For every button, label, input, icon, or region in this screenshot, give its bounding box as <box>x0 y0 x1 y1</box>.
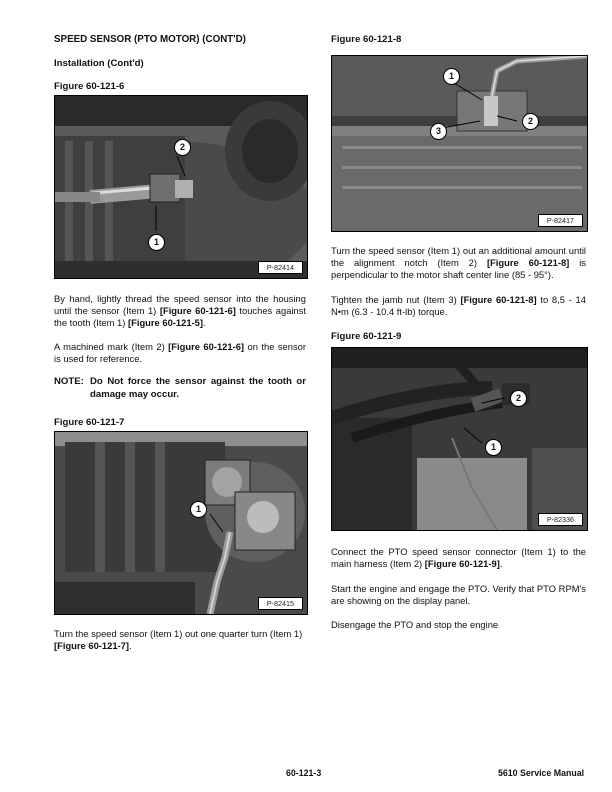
photo-alignment-notch <box>332 56 587 231</box>
callout-1: 1 <box>148 234 165 251</box>
page-number: 60-121-3 <box>286 768 322 778</box>
photo-code: P-82414 <box>258 261 303 274</box>
figure-photo-60-121-6 <box>54 95 308 279</box>
figure-photo-60-121-9 <box>331 347 588 531</box>
figure-label-60-121-9: Figure 60-121-9 <box>331 331 402 342</box>
callout-3: 3 <box>430 123 447 140</box>
note-prefix: NOTE: <box>54 376 84 387</box>
figure-label-60-121-6: Figure 60-121-6 <box>54 81 125 92</box>
figure-label-60-121-8: Figure 60-121-8 <box>331 34 402 45</box>
callout-2: 2 <box>522 113 539 130</box>
callout-1: 1 <box>443 68 460 85</box>
figure-label-60-121-7: Figure 60-121-7 <box>54 417 125 428</box>
callout-2: 2 <box>510 390 527 407</box>
photo-harness-connector <box>332 348 587 530</box>
callout-2: 2 <box>174 139 191 156</box>
callout-1: 1 <box>485 439 502 456</box>
paragraph-jamb-nut: Tighten the jamb nut (Item 3) [Figure 60-121-8] to 8,5 - 14 N•m (6.3 - 10.4 ft-lb) torque. <box>331 294 586 317</box>
photo-pto-motor-sensor-closeup <box>55 96 307 278</box>
note-block <box>54 376 306 401</box>
photo-sensor-quarter-turn <box>55 432 307 614</box>
photo-code: P-82336 <box>538 513 583 526</box>
paragraph-quarter-turn: Turn the speed sensor (Item 1) out one quarter turn (Item 1) [Figure 60-121-7]. <box>54 628 303 651</box>
section-heading: SPEED SENSOR (PTO MOTOR) (CONT'D) <box>54 34 246 45</box>
paragraph-thread-sensor: By hand, lightly thread the speed sensor into the housing until the sensor (Item 1) [Figure 60-121-6] touches against the tooth (Item 1) [Figure 60-121-5]. <box>54 293 307 328</box>
manual-title: 5610 Service Manual <box>498 768 585 778</box>
paragraph-start-engine: Start the engine and engage the PTO. Verify that PTO RPM's are showing on the display panel. <box>331 583 586 606</box>
subheading: Installation (Cont'd) <box>54 58 144 69</box>
photo-code: P-82415 <box>258 597 303 610</box>
paragraph-machined-mark: A machined mark (Item 2) [Figure 60-121-6] on the sensor is used for reference. <box>54 341 306 364</box>
note-text: Do Not force the sensor against the tooth or damage may occur. <box>90 376 306 400</box>
callout-1: 1 <box>190 501 207 518</box>
figure-photo-60-121-8 <box>331 55 588 232</box>
paragraph-connect-connector: Connect the PTO speed sensor connector (Item 1) to the main harness (Item 2) [Figure 60-121-9]. <box>331 546 586 569</box>
paragraph-alignment-notch: Turn the speed sensor (Item 1) out an additional amount until the alignment notch (Item 2) [Figure 60-121-8] is perpendicular to the motor shaft center line (85 - 95°). <box>331 245 586 280</box>
paragraph-disengage-pto: Disengage the PTO and stop the engine <box>331 619 499 630</box>
photo-code: P-82417 <box>538 214 583 227</box>
figure-photo-60-121-7 <box>54 431 308 615</box>
